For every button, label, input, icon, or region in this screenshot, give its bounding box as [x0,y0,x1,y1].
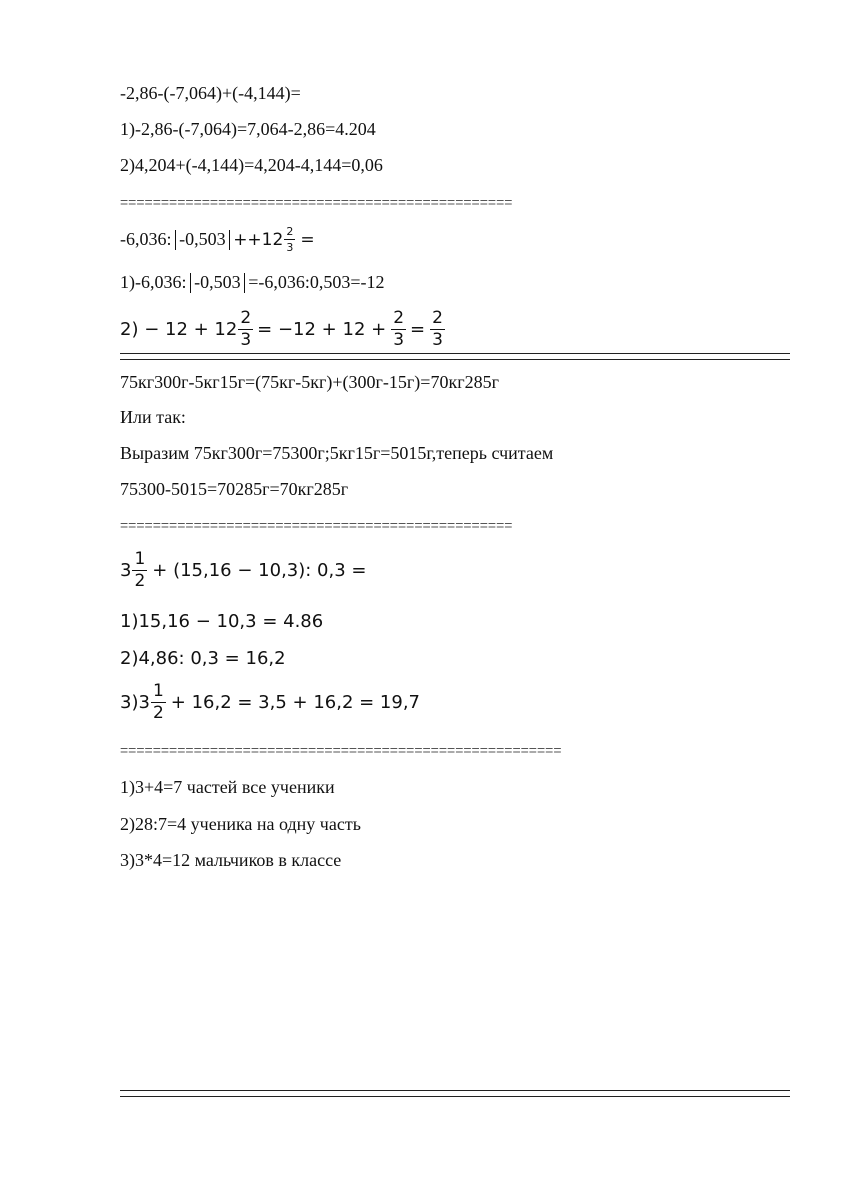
fraction-denominator: 3 [240,330,252,350]
expr-3-task [120,551,366,590]
mass-task: 75кг300г-5кг15г=(75кг-5кг)+(300г-15г)=70кг285г [120,372,499,392]
expr-3-step-part: 3)3 [120,692,150,713]
expr-3-step-3 [120,683,420,722]
fraction [284,226,295,253]
expr-2-step-1 [120,272,384,293]
mixed-number-whole: 3 [120,560,132,581]
fraction-numerator: 1 [152,681,164,701]
abs-bar-left [175,230,177,250]
fraction [151,683,166,722]
expr-2-step-abs-value: -0,503 [194,272,241,292]
expr-3-step-1: 1)15,16 − 10,3 = 4.86 [120,611,324,632]
fraction-numerator: 2 [240,308,252,328]
word-problem-step-2: 2)28:7=4 ученика на одну часть [120,814,361,834]
fraction-denominator: 3 [432,330,443,350]
expr-2-task [120,226,315,253]
expr-2-part: = [300,229,315,250]
separator-1: ================================================ [120,195,513,209]
expr-3-part: + (15,16 − 10,3): 0,3 = [152,560,367,581]
fraction-numerator: 2 [286,225,294,238]
expr-2-step-part: = [410,319,426,340]
fraction [238,310,253,349]
expr-1-step-1: 1)-2,86-(-7,064)=7,064-2,86=4.204 [120,119,376,139]
abs-bar-left [190,273,192,293]
expr-3-step-part: + 16,2 = 3,5 + 16,2 = 19,7 [170,692,421,713]
expr-1-step-2: 2)4,204+(-4,144)=4,204-4,144=0,06 [120,155,383,175]
separator-2: ================================================ [120,518,513,532]
fraction [391,310,406,349]
fraction [430,310,445,349]
fraction-denominator: 2 [152,703,164,723]
fraction-bar [284,239,295,240]
fraction-denominator: 3 [393,330,405,350]
expr-3-step-2: 2)4,86: 0,3 = 16,2 [120,648,286,669]
mass-alt-heading: Или так: [120,407,186,427]
mass-alt-step-1: Выразим 75кг300г=75300г;5кг15г=5015г,теперь считаем [120,443,554,463]
abs-bar-right [244,273,246,293]
fraction-numerator: 2 [432,308,443,328]
separator-3: ====================================================== [120,743,562,757]
expr-2-abs-value: -0,503 [179,229,226,249]
footer-double-rule [120,1090,790,1097]
fraction [132,551,147,590]
expr-2-part: -6,036: [120,229,172,249]
fraction-denominator: 2 [134,571,146,591]
fraction-denominator: 3 [286,241,294,254]
expr-2-step-part: =-6,036:0,503=-12 [248,272,385,292]
expr-1-task: -2,86-(-7,064)+(-4,144)= [120,83,301,103]
expr-2-part: ++12 [233,229,284,250]
mass-alt-step-2: 75300-5015=70285г=70кг285г [120,479,349,499]
expr-2-step-part: 1)-6,036: [120,272,187,292]
fraction-numerator: 2 [393,308,405,328]
expr-2-step-part: 2) − 12 + 12 [120,319,238,340]
expr-2-step-2 [120,310,446,349]
abs-bar-right [229,230,231,250]
fraction-numerator: 1 [134,549,146,569]
double-rule-divider [120,353,790,360]
expr-2-step-part: = −12 + 12 + [257,319,387,340]
word-problem-step-1: 1)3+4=7 частей все ученики [120,777,335,797]
word-problem-step-3: 3)3*4=12 мальчиков в классе [120,850,342,870]
